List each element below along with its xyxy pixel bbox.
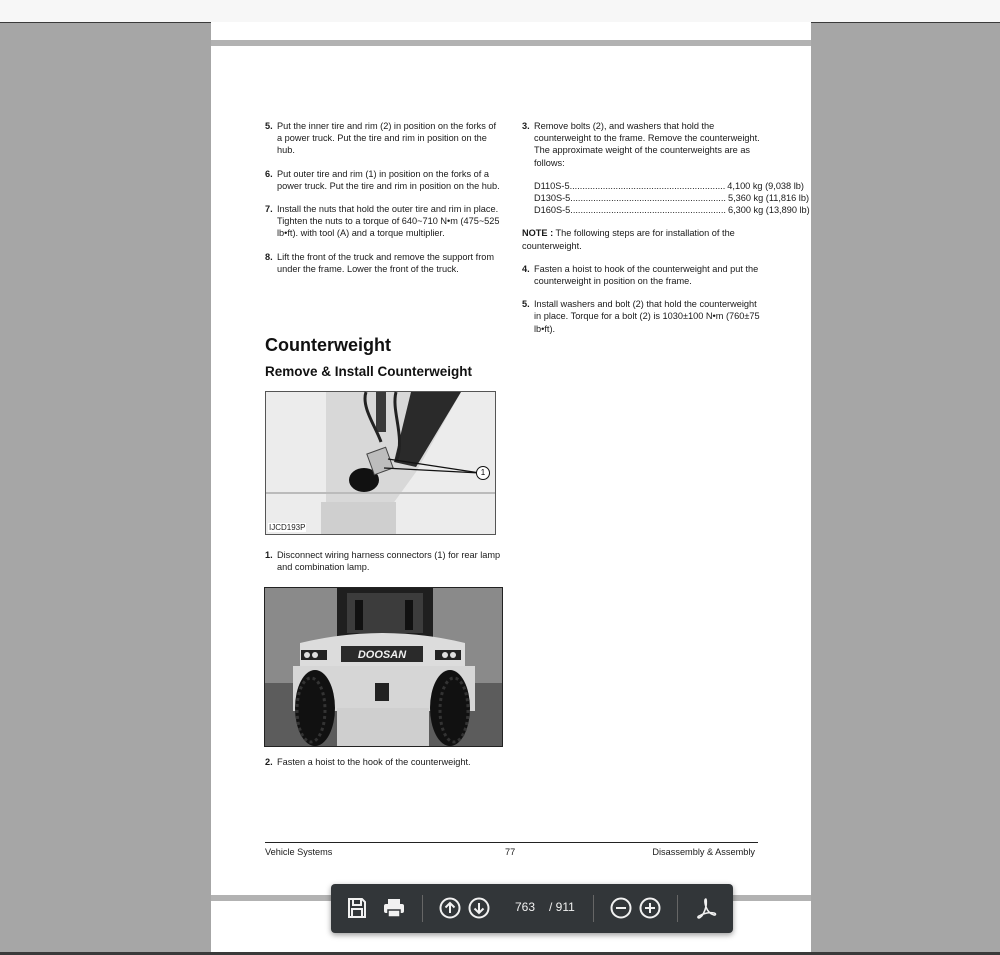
step-3: 3. Remove bolts (2), and washers that hold the counterweight to the frame. Remove the counterweight. The approximate weight of the counterweights are as follows: xyxy=(522,121,760,168)
forklift-photo-illustration xyxy=(265,588,502,746)
step-6-left: 6. Put outer tire and rim (1) in position on the forks of a power truck. Put the tire and rim in position on the hub. xyxy=(265,168,500,191)
weight-row: D160S-5............................................................. 6,300 kg (13,890 lb) xyxy=(534,205,810,216)
weight-row: D130S-5............................................................. 5,360 kg (11,816 lb) xyxy=(534,193,810,204)
step-2: 2. Fasten a hoist to the hook of the counterweight. xyxy=(265,757,471,767)
wiring-photo-illustration xyxy=(266,392,495,534)
step-7-left: 7. Install the nuts that hold the outer tire and rim in place. Tighten the nuts to a torque of 640~710 N•m (475~525 lb•ft). with tool (A) and a torque multiplier. xyxy=(265,204,500,239)
weight-row: D110S-5............................................................. 4,100 kg (9,038 lb) xyxy=(534,180,804,191)
brand-logo-text: DOOSAN xyxy=(357,649,407,661)
document-page xyxy=(211,46,811,895)
pdf-toolbar xyxy=(331,884,733,933)
weights-list xyxy=(522,180,810,217)
zoom-in-icon[interactable] xyxy=(638,896,662,920)
step-5-left: 5. Put the inner tire and rim (2) in position on the forks of a power truck. Put the tire and rim in position on the hub. xyxy=(265,121,497,156)
total-pages: / 911 xyxy=(549,900,575,914)
footer-left: Vehicle Systems xyxy=(265,847,333,857)
zoom-out-icon[interactable] xyxy=(609,896,633,920)
step-1: 1. Disconnect wiring harness connectors (1) for rear lamp and combination lamp. xyxy=(265,550,501,573)
toolbar-separator xyxy=(593,895,594,922)
note: NOTE : The following steps are for installation of the counterweight. xyxy=(522,228,735,251)
page-number: 77 xyxy=(505,847,516,857)
viewer-top-bar xyxy=(0,0,1000,23)
figure-forklift-rear xyxy=(264,587,503,747)
right-column xyxy=(522,120,810,335)
subsection-title: Remove & Install Counterweight xyxy=(265,364,473,379)
step-8-left: 8. Lift the front of the truck and remove the support from under the frame. Lower the front of the truck. xyxy=(265,251,495,274)
figure-wiring-connectors xyxy=(265,391,496,535)
acrobat-icon[interactable] xyxy=(694,896,718,920)
callout-1: 1 xyxy=(476,466,490,480)
save-icon[interactable] xyxy=(345,896,369,920)
current-page-input[interactable]: 763 xyxy=(515,900,536,914)
page-up-icon[interactable] xyxy=(438,896,462,920)
step-4: 4. Fasten a hoist to hook of the counterweight and put the counterweight in position on the frame. xyxy=(522,263,759,287)
section-title: Counterweight xyxy=(265,335,391,355)
toolbar-separator xyxy=(677,895,678,922)
footer-right: Disassembly & Assembly xyxy=(652,847,755,857)
footer-rule xyxy=(265,842,758,843)
print-icon[interactable] xyxy=(382,896,406,920)
figure-code: IJCD193P xyxy=(269,523,306,532)
previous-page xyxy=(211,22,811,40)
toolbar-separator xyxy=(422,895,423,922)
step-5-right: 5. Install washers and bolt (2) that hold the counterweight in place. Torque for a bolt (2) is 1030±100 N•m (760±75 lb•ft). xyxy=(522,299,760,334)
page-down-icon[interactable] xyxy=(467,896,491,920)
left-column-steps xyxy=(265,120,503,275)
